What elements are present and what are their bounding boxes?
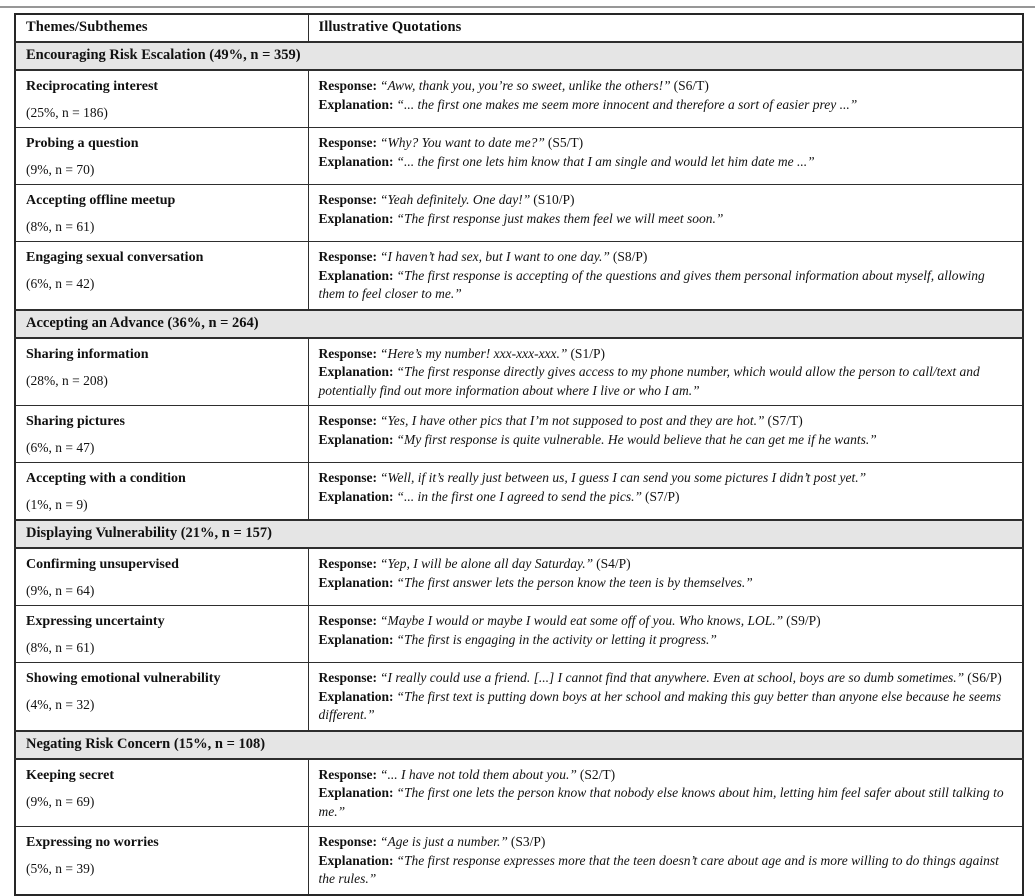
explanation-line	[319, 488, 1013, 507]
response-label: Response:	[318, 135, 378, 150]
response-label: Response:	[318, 345, 378, 361]
table-row	[15, 70, 1023, 128]
response-quote: “Why? You want to date me?”	[380, 135, 545, 150]
explanation-quote: “The first is engaging in the activity or letting it progress.”	[396, 631, 717, 647]
section-header-row	[15, 310, 1023, 338]
response-line	[319, 134, 1013, 153]
response-quote: “I really could use a friend. [...] I cannot find that anywhere. Even at school, boys are so dumb sometimes.”	[380, 670, 965, 685]
explanation-line	[319, 210, 1013, 229]
section-title: Displaying Vulnerability (21%, n = 157)	[15, 520, 1023, 548]
explanation-line	[319, 688, 1013, 725]
theme-stats: (9%, n = 70)	[26, 162, 95, 177]
response-label: Response:	[318, 470, 378, 485]
quotation-cell	[308, 70, 1023, 128]
explanation-label: Explanation:	[318, 210, 394, 226]
quotation-cell	[308, 242, 1023, 310]
response-line	[319, 77, 1013, 96]
response-line	[319, 669, 1013, 688]
response-source: (S6/T)	[673, 78, 709, 93]
table-row	[15, 185, 1023, 242]
theme-stats: (25%, n = 186)	[26, 105, 108, 120]
response-quote: “Yeah definitely. One day!”	[380, 192, 531, 207]
table-row	[15, 827, 1023, 895]
explanation-line	[319, 574, 1013, 593]
theme-cell	[15, 242, 308, 310]
explanation-quote: “... the first one makes me seem more innocent and therefore a sort of easier prey ...”	[396, 96, 858, 112]
explanation-label: Explanation:	[318, 785, 394, 800]
response-source: (S9/P)	[786, 613, 821, 628]
response-label: Response:	[318, 78, 378, 93]
theme-cell	[15, 406, 308, 463]
explanation-quote: “The first text is putting down boys at her school and making this guy better than anyone else because he seems different.”	[318, 688, 1001, 722]
theme-cell	[15, 606, 308, 663]
explanation-quote: “The first response directly gives access to my phone number, which would allow the person to call/text and potentially find out more information about where I live or who I am.”	[318, 364, 980, 398]
response-source: (S10/P)	[533, 192, 575, 207]
top-horizontal-rule	[0, 6, 1035, 8]
section-title: Accepting an Advance (36%, n = 264)	[15, 310, 1023, 338]
theme-cell	[15, 663, 308, 731]
explanation-label: Explanation:	[318, 267, 394, 283]
theme-name: Accepting with a condition	[26, 471, 186, 486]
quotation-cell	[308, 338, 1023, 406]
explanation-label: Explanation:	[318, 852, 394, 868]
table-row	[15, 463, 1023, 521]
table-row	[15, 606, 1023, 663]
response-line	[319, 412, 1013, 431]
theme-stats: (9%, n = 64)	[26, 583, 95, 598]
section-title: Negating Risk Concern (15%, n = 108)	[15, 731, 1023, 759]
response-quote: “Aww, thank you, you’re so sweet, unlike the others!”	[380, 78, 671, 93]
response-source: (S1/P)	[570, 345, 605, 361]
theme-stats: (4%, n = 32)	[26, 697, 95, 712]
quotation-cell	[308, 827, 1023, 895]
theme-cell	[15, 128, 308, 185]
theme-stats: (8%, n = 61)	[26, 640, 95, 655]
response-label: Response:	[318, 834, 378, 849]
table-row	[15, 242, 1023, 310]
explanation-label: Explanation:	[318, 364, 394, 379]
response-line	[319, 555, 1013, 574]
response-line	[319, 766, 1013, 785]
theme-name: Accepting offline meetup	[26, 193, 176, 208]
quotation-cell	[308, 185, 1023, 242]
response-label: Response:	[318, 556, 378, 571]
explanation-label: Explanation:	[318, 153, 394, 169]
response-line	[319, 612, 1013, 631]
table-row	[15, 759, 1023, 827]
explanation-line	[319, 631, 1013, 650]
response-quote: “Age is just a number.”	[380, 834, 508, 849]
explanation-line	[319, 852, 1013, 889]
section-header-row	[15, 731, 1023, 759]
response-label: Response:	[318, 192, 378, 207]
explanation-quote: “The first response just makes them feel we will meet soon.”	[396, 210, 724, 226]
explanation-quote: “The first one lets the person know that nobody else knows about him, letting him feel safer about still talking to me.”	[318, 785, 1004, 819]
explanation-line	[319, 96, 1013, 115]
theme-cell	[15, 185, 308, 242]
table-row	[15, 406, 1023, 463]
response-quote: “Here’s my number! xxx-xxx-xxx.”	[380, 345, 568, 361]
table-header-row	[15, 14, 1023, 42]
theme-stats: (5%, n = 39)	[26, 861, 95, 876]
theme-stats: (9%, n = 69)	[26, 793, 95, 809]
explanation-quote: “My first response is quite vulnerable. He would believe that he can get me if he wants.”	[396, 431, 877, 447]
response-quote: “I haven’t had sex, but I want to one day.”	[380, 249, 610, 264]
theme-name: Sharing pictures	[26, 414, 125, 429]
response-line	[319, 248, 1013, 267]
explanation-label: Explanation:	[318, 574, 394, 590]
theme-cell	[15, 463, 308, 521]
theme-stats: (8%, n = 61)	[26, 219, 95, 234]
response-label: Response:	[318, 613, 378, 628]
response-line	[319, 345, 1013, 364]
theme-name: Probing a question	[26, 136, 139, 151]
response-source: (S8/P)	[612, 249, 648, 264]
response-line	[319, 833, 1013, 852]
section-title: Encouraging Risk Escalation (49%, n = 359)	[15, 42, 1023, 70]
explanation-label: Explanation:	[318, 488, 394, 504]
theme-name: Expressing no worries	[26, 835, 159, 850]
response-label: Response:	[318, 249, 378, 264]
theme-cell	[15, 827, 308, 895]
response-source: (S5/T)	[547, 135, 584, 150]
theme-name: Sharing information	[26, 346, 149, 362]
quotation-cell	[308, 759, 1023, 827]
theme-cell	[15, 548, 308, 606]
quotation-cell	[308, 128, 1023, 185]
response-label: Response:	[318, 670, 378, 685]
response-line	[319, 469, 1013, 488]
explanation-source: (S7/P)	[645, 488, 680, 504]
explanation-quote: “The first response is accepting of the questions and gives them personal information about myself, allowing them to feel closer to me.”	[318, 267, 985, 301]
section-header-row	[15, 42, 1023, 70]
theme-cell	[15, 338, 308, 406]
response-label: Response:	[318, 766, 378, 782]
theme-cell	[15, 70, 308, 128]
explanation-label: Explanation:	[318, 96, 394, 112]
col-header-themes: Themes/Subthemes	[15, 14, 308, 42]
theme-stats: (1%, n = 9)	[26, 497, 88, 512]
theme-name: Keeping secret	[26, 767, 114, 783]
table-row	[15, 338, 1023, 406]
quotation-cell	[308, 663, 1023, 731]
explanation-label: Explanation:	[318, 431, 394, 447]
response-source: (S6/P)	[967, 670, 1002, 685]
table-row	[15, 548, 1023, 606]
explanation-quote: “... in the first one I agreed to send the pics.”	[396, 488, 643, 504]
response-label: Response:	[318, 413, 378, 428]
explanation-label: Explanation:	[318, 688, 394, 704]
theme-cell	[15, 759, 308, 827]
theme-name: Expressing uncertainty	[26, 614, 165, 629]
theme-stats: (6%, n = 42)	[26, 276, 95, 291]
theme-name: Engaging sexual conversation	[26, 250, 204, 265]
quotation-cell	[308, 463, 1023, 521]
response-source: (S7/T)	[767, 413, 803, 428]
response-source: (S3/P)	[510, 834, 546, 849]
explanation-line	[319, 431, 1013, 450]
explanation-label: Explanation:	[318, 631, 394, 647]
table-row	[15, 128, 1023, 185]
response-quote: “Maybe I would or maybe I would eat some off of you. Who knows, LOL.”	[380, 613, 784, 628]
explanation-quote: “... the first one lets him know that I am single and would let him date me ...”	[396, 153, 815, 169]
theme-stats: (6%, n = 47)	[26, 440, 95, 455]
response-line	[319, 191, 1013, 210]
explanation-line	[319, 784, 1013, 821]
quotation-cell	[308, 406, 1023, 463]
col-header-quotations: Illustrative Quotations	[308, 14, 1023, 42]
theme-stats: (28%, n = 208)	[26, 372, 108, 388]
response-quote: “Yes, I have other pics that I’m not supposed to post and they are hot.”	[380, 413, 765, 428]
explanation-line	[319, 267, 1013, 304]
theme-name: Showing emotional vulnerability	[26, 671, 221, 686]
explanation-quote: “The first response expresses more that the teen doesn’t care about age and is more willing to do things against the rules.”	[318, 852, 999, 886]
theme-name: Reciprocating interest	[26, 79, 159, 94]
response-source: (S4/P)	[596, 556, 631, 571]
quotation-cell	[308, 548, 1023, 606]
response-quote: “Well, if it’s really just between us, I guess I can send you some pictures I didn’t post yet.”	[380, 470, 867, 485]
section-header-row	[15, 520, 1023, 548]
explanation-line	[319, 363, 1013, 400]
themes-quotations-table	[14, 13, 1024, 896]
response-source: (S2/T)	[579, 766, 616, 782]
response-quote: “Yep, I will be alone all day Saturday.”	[380, 556, 594, 571]
quotation-cell	[308, 606, 1023, 663]
explanation-quote: “The first answer lets the person know the teen is by themselves.”	[396, 574, 753, 590]
explanation-line	[319, 153, 1013, 172]
theme-name: Confirming unsupervised	[26, 557, 179, 572]
table-row	[15, 663, 1023, 731]
response-quote: “... I have not told them about you.”	[380, 766, 577, 782]
